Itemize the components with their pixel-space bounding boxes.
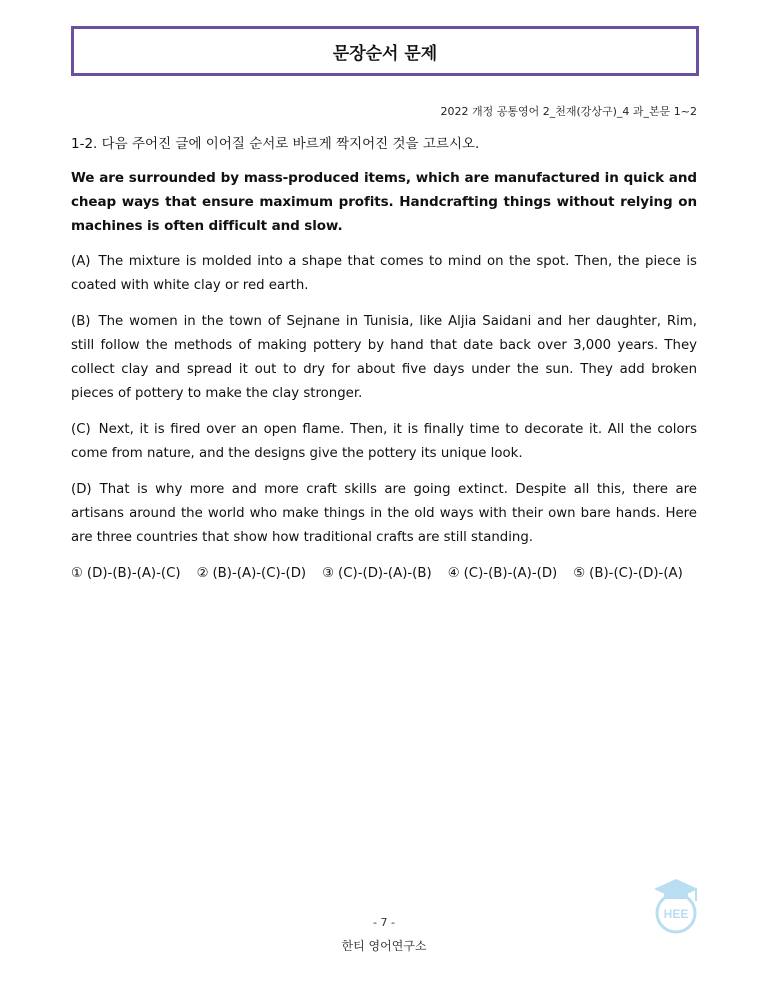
page-title: 문장순서 문제: [332, 43, 438, 64]
footer-publisher: 한티 영어연구소: [341, 939, 427, 953]
given-passage: We are surrounded by mass-produced items, which are manufactured in quick and cheap ways that ensure maximum profits. Handcrafting things without relying on machines is often difficult and slow.: [71, 170, 697, 234]
choice-text: (C)-(B)-(A)-(D): [463, 566, 558, 581]
paragraph-text: The mixture is molded into a shape that comes to mind on the spot. Then, the piece is coated with white clay or red earth.: [71, 254, 697, 293]
choice-number: ④: [447, 566, 460, 581]
paragraph-label: (C): [71, 422, 91, 437]
choice-number: ①: [71, 566, 83, 581]
answer-choices: [71, 562, 697, 586]
paragraph-text: The women in the town of Sejnane in Tunisia, like Aljia Saidani and her daughter, Rim, still follow the methods of making pottery by hand that date back over 3,000 years. They collect clay and spread it out to dry for about five days under the sun. They add broken pieces of pottery to make the clay stronger.: [71, 314, 697, 401]
choice-1[interactable]: [71, 562, 181, 586]
choice-3[interactable]: [322, 562, 432, 586]
svg-text:HEE: HEE: [663, 907, 689, 921]
choice-text: (B)-(A)-(C)-(D): [212, 566, 307, 581]
paragraph-c: [71, 418, 697, 466]
paragraph-label: (B): [71, 314, 91, 329]
page-number: - 7 -: [373, 916, 395, 929]
paragraph-d: [71, 478, 697, 550]
choice-number: ③: [322, 566, 335, 581]
choice-number: ⑤: [573, 566, 586, 581]
choice-2[interactable]: [197, 562, 307, 586]
choice-text: (B)-(C)-(D)-(A): [589, 566, 683, 581]
choice-4[interactable]: [448, 562, 558, 586]
paragraph-text: That is why more and more craft skills are going extinct. Despite all this, there are artisans around the world who make things in the old ways with their own bare hands. Here are three countries that show how traditional crafts are still standing.: [71, 482, 697, 545]
choice-text: (D)-(B)-(A)-(C): [86, 566, 181, 581]
title-box: [71, 26, 699, 76]
paragraph-a: [71, 250, 697, 298]
choice-5[interactable]: [573, 562, 683, 586]
source-label: 2022 개정 공통영어 2_천재(강상구)_4 과_본문 1~2: [440, 105, 697, 118]
paragraph-label: (A): [71, 254, 91, 269]
question-prompt: 1-2. 다음 주어진 글에 이어질 순서로 바르게 짝지어진 것을 고르시오.: [71, 136, 480, 152]
paragraph-label: (D): [71, 482, 92, 497]
choice-number: ②: [196, 566, 209, 581]
choice-text: (C)-(D)-(A)-(B): [338, 566, 432, 581]
question-content: [71, 132, 697, 586]
paragraph-b: [71, 310, 697, 406]
paragraph-text: Next, it is fired over an open flame. Then, it is finally time to decorate it. All the colors come from nature, and the designs give the pottery its unique look.: [71, 422, 697, 461]
